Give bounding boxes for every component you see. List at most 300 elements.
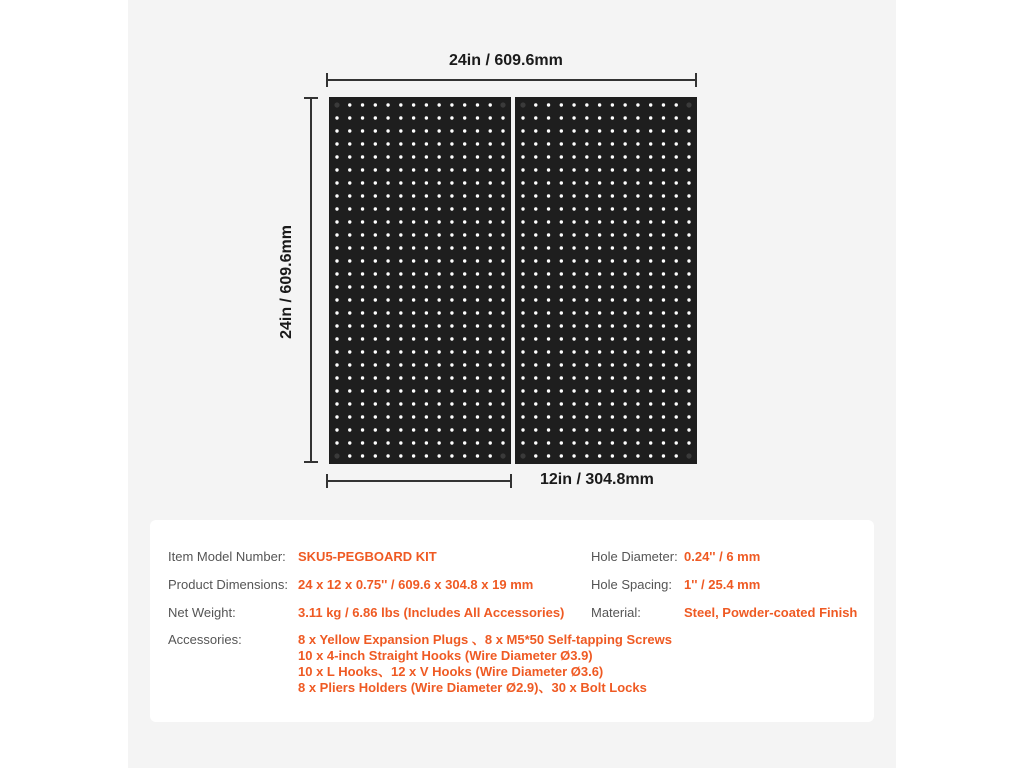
peg-hole	[476, 259, 479, 262]
peg-hole	[450, 168, 453, 171]
peg-hole	[687, 116, 690, 119]
peg-hole	[489, 181, 492, 184]
peg-hole	[348, 415, 351, 418]
peg-hole	[399, 272, 402, 275]
peg-hole	[560, 142, 563, 145]
peg-hole	[636, 155, 639, 158]
peg-hole	[399, 363, 402, 366]
peg-hole	[361, 116, 364, 119]
peg-hole	[450, 194, 453, 197]
peg-hole	[662, 285, 665, 288]
peg-hole	[361, 350, 364, 353]
peg-hole	[547, 415, 550, 418]
peg-hole	[636, 428, 639, 431]
peg-hole	[437, 220, 440, 223]
mounting-screw	[500, 453, 505, 458]
peg-hole	[649, 272, 652, 275]
peg-hole	[450, 246, 453, 249]
peg-hole	[675, 311, 678, 314]
peg-hole	[425, 441, 428, 444]
peg-hole	[348, 233, 351, 236]
peg-hole	[463, 285, 466, 288]
peg-hole	[476, 350, 479, 353]
peg-hole	[598, 311, 601, 314]
pegboard-image	[329, 97, 697, 464]
peg-hole	[476, 428, 479, 431]
peg-hole	[386, 415, 389, 418]
peg-hole	[662, 376, 665, 379]
peg-hole	[335, 311, 338, 314]
peg-hole	[534, 259, 537, 262]
peg-hole	[437, 155, 440, 158]
peg-hole	[572, 415, 575, 418]
peg-hole	[662, 246, 665, 249]
peg-hole	[547, 194, 550, 197]
peg-hole	[585, 350, 588, 353]
peg-hole	[412, 415, 415, 418]
peg-hole	[560, 285, 563, 288]
peg-hole	[501, 155, 504, 158]
peg-hole	[598, 259, 601, 262]
peg-hole	[636, 454, 639, 457]
peg-hole	[463, 324, 466, 327]
peg-hole	[412, 246, 415, 249]
peg-hole	[361, 168, 364, 171]
peg-hole	[662, 168, 665, 171]
peg-hole	[572, 428, 575, 431]
peg-hole	[675, 259, 678, 262]
peg-hole	[463, 376, 466, 379]
peg-hole	[560, 220, 563, 223]
peg-hole	[361, 259, 364, 262]
bottom-dimension-line	[327, 480, 512, 482]
peg-hole	[437, 311, 440, 314]
peg-hole	[489, 441, 492, 444]
peg-hole	[636, 415, 639, 418]
peg-hole	[335, 350, 338, 353]
peg-hole	[386, 181, 389, 184]
peg-hole	[437, 337, 440, 340]
peg-hole	[598, 415, 601, 418]
peg-hole	[623, 259, 626, 262]
peg-hole	[611, 363, 614, 366]
peg-hole	[662, 116, 665, 119]
peg-hole	[636, 142, 639, 145]
peg-hole	[450, 155, 453, 158]
peg-hole	[386, 168, 389, 171]
peg-hole	[649, 129, 652, 132]
peg-hole	[662, 259, 665, 262]
peg-hole	[675, 376, 678, 379]
peg-hole	[623, 324, 626, 327]
peg-hole	[585, 454, 588, 457]
peg-hole	[399, 389, 402, 392]
peg-hole	[476, 298, 479, 301]
peg-hole	[386, 285, 389, 288]
mounting-screw	[500, 102, 505, 107]
peg-hole	[348, 272, 351, 275]
peg-hole	[386, 272, 389, 275]
peg-hole	[425, 376, 428, 379]
peg-hole	[585, 363, 588, 366]
peg-hole	[623, 350, 626, 353]
peg-hole	[572, 298, 575, 301]
peg-hole	[572, 376, 575, 379]
peg-hole	[399, 415, 402, 418]
peg-hole	[662, 428, 665, 431]
peg-hole	[534, 233, 537, 236]
mounting-screw	[686, 453, 691, 458]
peg-hole	[521, 207, 524, 210]
peg-hole	[501, 181, 504, 184]
peg-hole	[521, 116, 524, 119]
accessories-line-2: 10 x 4-inch Straight Hooks (Wire Diameter Ø3.9)	[298, 648, 593, 663]
peg-hole	[489, 207, 492, 210]
peg-hole	[572, 155, 575, 158]
peg-hole	[611, 324, 614, 327]
peg-hole	[662, 454, 665, 457]
peg-hole	[572, 142, 575, 145]
peg-hole	[425, 454, 428, 457]
peg-hole	[521, 376, 524, 379]
peg-hole	[361, 285, 364, 288]
peg-hole	[463, 129, 466, 132]
peg-hole	[412, 259, 415, 262]
peg-hole	[399, 129, 402, 132]
peg-hole	[649, 337, 652, 340]
peg-hole	[598, 129, 601, 132]
product-dimensions-label: Product Dimensions:	[168, 577, 288, 592]
peg-hole	[534, 324, 537, 327]
peg-hole	[437, 168, 440, 171]
peg-hole	[521, 311, 524, 314]
peg-hole	[348, 350, 351, 353]
peg-hole	[585, 181, 588, 184]
peg-hole	[386, 454, 389, 457]
peg-hole	[534, 168, 537, 171]
peg-hole	[560, 298, 563, 301]
peg-hole	[374, 376, 377, 379]
peg-hole	[386, 116, 389, 119]
peg-hole	[649, 389, 652, 392]
peg-hole	[361, 246, 364, 249]
peg-hole	[335, 129, 338, 132]
peg-hole	[585, 246, 588, 249]
peg-hole	[598, 220, 601, 223]
peg-hole	[476, 363, 479, 366]
peg-hole	[412, 402, 415, 405]
peg-hole	[675, 246, 678, 249]
peg-hole	[611, 142, 614, 145]
peg-hole	[636, 103, 639, 106]
peg-hole	[335, 155, 338, 158]
peg-hole	[463, 259, 466, 262]
peg-hole	[437, 116, 440, 119]
peg-hole	[412, 116, 415, 119]
peg-hole	[335, 259, 338, 262]
peg-hole	[623, 428, 626, 431]
peg-hole	[412, 363, 415, 366]
peg-hole	[425, 103, 428, 106]
peg-hole	[412, 376, 415, 379]
peg-hole	[489, 402, 492, 405]
peg-hole	[501, 233, 504, 236]
peg-hole	[611, 207, 614, 210]
peg-hole	[560, 389, 563, 392]
side-dimension-label: 24in / 609.6mm	[278, 225, 295, 339]
peg-hole	[585, 285, 588, 288]
peg-hole	[348, 298, 351, 301]
peg-hole	[489, 376, 492, 379]
peg-hole	[598, 103, 601, 106]
peg-hole	[399, 246, 402, 249]
peg-hole	[649, 259, 652, 262]
peg-hole	[623, 298, 626, 301]
peg-hole	[585, 207, 588, 210]
peg-hole	[572, 259, 575, 262]
top-dimension-tick-right	[695, 73, 697, 87]
peg-hole	[598, 298, 601, 301]
peg-hole	[501, 259, 504, 262]
peg-hole	[649, 441, 652, 444]
peg-hole	[489, 103, 492, 106]
peg-hole	[348, 311, 351, 314]
peg-hole	[386, 402, 389, 405]
peg-hole	[348, 129, 351, 132]
peg-hole	[463, 194, 466, 197]
peg-hole	[534, 454, 537, 457]
peg-hole	[687, 155, 690, 158]
material-value: Steel, Powder-coated Finish	[684, 605, 858, 620]
peg-hole	[489, 389, 492, 392]
peg-hole	[636, 116, 639, 119]
peg-hole	[560, 441, 563, 444]
peg-hole	[521, 402, 524, 405]
peg-hole	[598, 285, 601, 288]
peg-hole	[489, 454, 492, 457]
peg-hole	[611, 155, 614, 158]
peg-hole	[425, 233, 428, 236]
peg-hole	[501, 402, 504, 405]
top-dimension-label: 24in / 609.6mm	[449, 52, 563, 69]
peg-hole	[675, 415, 678, 418]
peg-hole	[572, 246, 575, 249]
peg-hole	[547, 428, 550, 431]
peg-hole	[501, 116, 504, 119]
peg-hole	[662, 337, 665, 340]
peg-hole	[374, 142, 377, 145]
peg-hole	[476, 194, 479, 197]
peg-hole	[675, 363, 678, 366]
peg-hole	[374, 324, 377, 327]
peg-hole	[598, 207, 601, 210]
hole-spacing-label: Hole Spacing:	[591, 577, 672, 592]
peg-hole	[386, 259, 389, 262]
peg-hole	[463, 272, 466, 275]
peg-hole	[534, 363, 537, 366]
peg-hole	[374, 441, 377, 444]
peg-hole	[335, 181, 338, 184]
accessories-line-3: 10 x L Hooks、12 x V Hooks (Wire Diameter Ø3.6)	[298, 664, 604, 679]
peg-hole	[399, 376, 402, 379]
peg-hole	[463, 116, 466, 119]
peg-hole	[476, 454, 479, 457]
peg-hole	[662, 441, 665, 444]
peg-hole	[450, 233, 453, 236]
peg-hole	[675, 181, 678, 184]
peg-hole	[598, 168, 601, 171]
peg-hole	[450, 324, 453, 327]
peg-hole	[675, 129, 678, 132]
peg-hole	[611, 454, 614, 457]
peg-hole	[675, 168, 678, 171]
peg-hole	[687, 311, 690, 314]
peg-hole	[335, 402, 338, 405]
peg-hole	[585, 415, 588, 418]
peg-hole	[348, 402, 351, 405]
peg-hole	[412, 272, 415, 275]
peg-hole	[348, 181, 351, 184]
peg-hole	[386, 389, 389, 392]
peg-hole	[572, 207, 575, 210]
peg-hole	[374, 285, 377, 288]
peg-hole	[687, 272, 690, 275]
peg-hole	[649, 415, 652, 418]
peg-hole	[585, 142, 588, 145]
peg-hole	[425, 246, 428, 249]
peg-hole	[623, 168, 626, 171]
peg-hole	[547, 363, 550, 366]
peg-hole	[437, 207, 440, 210]
peg-hole	[611, 116, 614, 119]
peg-hole	[476, 285, 479, 288]
peg-hole	[476, 389, 479, 392]
peg-hole	[611, 259, 614, 262]
peg-hole	[335, 415, 338, 418]
mounting-screw	[520, 102, 525, 107]
item-model-value: SKU5-PEGBOARD KIT	[298, 549, 437, 564]
peg-hole	[399, 181, 402, 184]
peg-hole	[521, 324, 524, 327]
net-weight-value: 3.11 kg / 6.86 lbs (Includes All Accessories)	[298, 605, 565, 620]
peg-hole	[649, 168, 652, 171]
peg-hole	[399, 259, 402, 262]
peg-hole	[560, 116, 563, 119]
peg-hole	[649, 142, 652, 145]
peg-hole	[374, 246, 377, 249]
peg-hole	[611, 402, 614, 405]
peg-hole	[598, 246, 601, 249]
peg-hole	[489, 337, 492, 340]
peg-hole	[560, 155, 563, 158]
peg-hole	[450, 298, 453, 301]
peg-hole	[361, 103, 364, 106]
peg-hole	[489, 155, 492, 158]
peg-hole	[399, 194, 402, 197]
peg-hole	[572, 285, 575, 288]
peg-hole	[547, 350, 550, 353]
peg-hole	[675, 454, 678, 457]
peg-hole	[374, 168, 377, 171]
peg-hole	[399, 402, 402, 405]
peg-hole	[687, 402, 690, 405]
peg-hole	[572, 103, 575, 106]
peg-hole	[547, 116, 550, 119]
peg-hole	[649, 116, 652, 119]
peg-hole	[361, 272, 364, 275]
peg-hole	[534, 155, 537, 158]
peg-hole	[450, 454, 453, 457]
peg-hole	[437, 324, 440, 327]
peg-hole	[547, 402, 550, 405]
peg-hole	[598, 350, 601, 353]
peg-hole	[521, 337, 524, 340]
peg-hole	[425, 337, 428, 340]
peg-hole	[399, 220, 402, 223]
peg-hole	[675, 272, 678, 275]
peg-hole	[560, 272, 563, 275]
peg-hole	[611, 350, 614, 353]
peg-hole	[649, 194, 652, 197]
peg-hole	[611, 129, 614, 132]
peg-hole	[463, 337, 466, 340]
peg-hole	[534, 246, 537, 249]
peg-hole	[687, 194, 690, 197]
peg-hole	[636, 285, 639, 288]
peg-hole	[450, 181, 453, 184]
peg-hole	[534, 415, 537, 418]
peg-hole	[623, 103, 626, 106]
peg-hole	[361, 233, 364, 236]
peg-hole	[598, 272, 601, 275]
peg-hole	[335, 337, 338, 340]
peg-hole	[476, 181, 479, 184]
peg-hole	[534, 376, 537, 379]
peg-hole	[611, 441, 614, 444]
peg-hole	[501, 428, 504, 431]
peg-hole	[348, 363, 351, 366]
peg-hole	[412, 389, 415, 392]
peg-hole	[623, 194, 626, 197]
peg-hole	[437, 103, 440, 106]
peg-hole	[425, 389, 428, 392]
peg-hole	[489, 324, 492, 327]
peg-hole	[399, 103, 402, 106]
peg-hole	[463, 168, 466, 171]
peg-hole	[412, 350, 415, 353]
peg-hole	[623, 272, 626, 275]
peg-hole	[412, 194, 415, 197]
peg-hole	[501, 272, 504, 275]
peg-hole	[687, 129, 690, 132]
peg-hole	[361, 428, 364, 431]
peg-hole	[450, 363, 453, 366]
pegboard-panel	[515, 97, 697, 464]
peg-hole	[521, 441, 524, 444]
peg-hole	[450, 337, 453, 340]
peg-hole	[348, 376, 351, 379]
peg-hole	[348, 389, 351, 392]
peg-hole	[649, 454, 652, 457]
peg-hole	[675, 428, 678, 431]
peg-hole	[675, 298, 678, 301]
peg-hole	[386, 220, 389, 223]
peg-hole	[386, 103, 389, 106]
peg-hole	[386, 129, 389, 132]
mounting-screw	[686, 102, 691, 107]
peg-hole	[560, 207, 563, 210]
peg-hole	[425, 129, 428, 132]
